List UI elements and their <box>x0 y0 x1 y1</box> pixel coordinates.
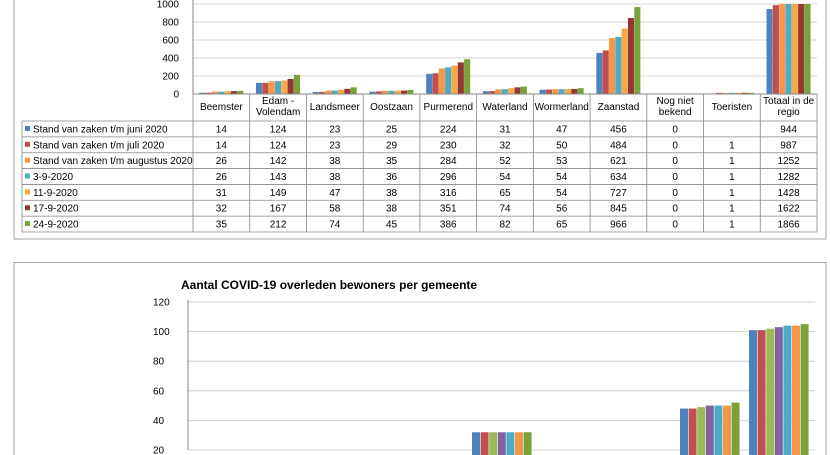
table-cell: 56 <box>556 204 568 215</box>
bar <box>514 87 520 94</box>
y-tick-label: 1000 <box>157 0 180 11</box>
bar <box>723 406 731 455</box>
bar <box>451 66 457 94</box>
category-label <box>256 96 300 118</box>
bar <box>615 37 621 94</box>
category-label: Toeristen <box>712 102 753 113</box>
table-cell: 212 <box>270 220 287 231</box>
bar <box>269 81 275 94</box>
table-cell: 23 <box>329 140 341 151</box>
category-label-line: Volendam <box>256 107 300 118</box>
table-cell: 35 <box>386 156 398 167</box>
bar <box>395 91 401 94</box>
bar <box>472 432 480 455</box>
bar <box>578 88 584 94</box>
legend-key <box>25 189 30 194</box>
table-cell: 25 <box>386 124 398 135</box>
bar <box>792 326 800 455</box>
table-cell: 65 <box>499 188 511 199</box>
row-label: Stand van zaken t/m juli 2020 <box>33 140 165 151</box>
table-cell: 31 <box>216 188 228 199</box>
bar <box>464 59 470 94</box>
table-cell: 987 <box>780 140 797 151</box>
bar <box>426 74 432 94</box>
table-cell: 1622 <box>778 204 801 215</box>
table-cell: 45 <box>386 220 398 231</box>
table-cell: 36 <box>386 172 398 183</box>
y-tick-label: 60 <box>153 386 165 397</box>
table-cell: 0 <box>672 188 678 199</box>
table-cell: 0 <box>672 204 678 215</box>
table-cell: 284 <box>440 156 457 167</box>
bar <box>262 83 268 94</box>
legend-key <box>25 221 30 226</box>
table-cell: 1252 <box>778 156 801 167</box>
table-cell: 74 <box>499 204 511 215</box>
category-label-line: regio <box>778 107 801 118</box>
category-label: Oostzaan <box>370 102 413 113</box>
y-tick-label: 100 <box>153 327 170 338</box>
category-label: Landsmeer <box>310 102 361 113</box>
legend-key <box>25 126 30 131</box>
y-tick-label: 0 <box>173 90 179 101</box>
legend-key <box>25 174 30 179</box>
table-cell: 456 <box>610 124 627 135</box>
table-cell: 65 <box>556 220 568 231</box>
table-cell: 32 <box>216 204 228 215</box>
table-cell: 0 <box>672 220 678 231</box>
table-cell: 29 <box>386 140 398 151</box>
bar <box>546 90 552 95</box>
category-label-line: Nog niet <box>657 96 694 107</box>
bar <box>445 67 451 94</box>
table-cell: 142 <box>270 156 287 167</box>
table-cell: 32 <box>499 140 511 151</box>
bar <box>294 75 300 94</box>
table-cell: 52 <box>499 156 511 167</box>
table-cell: 944 <box>780 124 797 135</box>
table-cell: 38 <box>329 156 341 167</box>
table-cell: 224 <box>440 124 457 135</box>
bar <box>785 4 791 94</box>
bar <box>628 18 634 94</box>
table-cell: 386 <box>440 220 457 231</box>
bar <box>766 329 774 455</box>
table-cell: 230 <box>440 140 457 151</box>
bar <box>801 324 809 455</box>
bar <box>508 88 514 94</box>
bar <box>783 326 791 455</box>
table-cell: 1 <box>729 204 735 215</box>
bar <box>489 432 497 455</box>
y-tick-label: 120 <box>153 298 170 309</box>
table-cell: 14 <box>216 140 228 151</box>
bar <box>332 91 338 94</box>
bar <box>792 4 798 94</box>
bar <box>458 62 464 94</box>
table-cell: 1 <box>729 172 735 183</box>
category-label <box>657 96 694 118</box>
table-cell: 149 <box>270 188 287 199</box>
y-tick-label: 40 <box>153 416 165 427</box>
bar <box>502 89 508 94</box>
y-tick-label: 800 <box>162 18 179 29</box>
bar <box>804 4 810 94</box>
row-label: 17-9-2020 <box>33 204 79 215</box>
bar <box>680 409 688 455</box>
row-label: 11-9-2020 <box>33 188 78 199</box>
table-cell: 1428 <box>778 188 801 199</box>
bar <box>634 7 640 94</box>
table-cell: 1282 <box>778 172 801 183</box>
bar <box>706 406 714 455</box>
bar <box>559 89 565 94</box>
table-cell: 35 <box>216 220 228 231</box>
table-cell: 14 <box>216 124 228 135</box>
bar <box>401 91 407 94</box>
table-cell: 53 <box>556 156 568 167</box>
deaths-chart-panel <box>0 262 830 450</box>
table-cell: 124 <box>270 124 287 135</box>
bar <box>515 432 523 455</box>
bar <box>256 83 262 94</box>
table-cell: 1 <box>729 140 735 151</box>
y-tick-label: 200 <box>162 72 179 83</box>
table-cell: 26 <box>216 156 228 167</box>
bar <box>351 87 357 94</box>
table-cell: 351 <box>440 204 457 215</box>
table-cell: 74 <box>329 220 341 231</box>
bar <box>773 5 779 94</box>
table-cell: 296 <box>440 172 457 183</box>
bar <box>609 38 615 94</box>
table-cell: 58 <box>329 204 341 215</box>
table-cell: 38 <box>329 172 341 183</box>
chart-title: Aantal COVID-19 overleden bewoners per gemeente <box>181 278 477 292</box>
table-cell: 0 <box>672 156 678 167</box>
category-label: Waterland <box>482 102 527 113</box>
y-tick-label: 400 <box>162 54 179 65</box>
table-cell: 38 <box>386 204 398 215</box>
legend-key <box>25 158 30 163</box>
bar <box>481 432 489 455</box>
table-cell: 966 <box>610 220 627 231</box>
bar <box>714 406 722 455</box>
bar <box>732 403 740 455</box>
legend-key <box>25 205 30 210</box>
table-cell: 727 <box>610 188 627 199</box>
table-cell: 0 <box>672 140 678 151</box>
row-label: Stand van zaken t/m juni 2020 <box>33 124 168 135</box>
y-tick-label: 600 <box>162 36 179 47</box>
bar <box>603 50 609 94</box>
bar <box>552 89 558 94</box>
bar <box>779 4 785 94</box>
bar <box>798 4 804 94</box>
category-label-line: bekend <box>659 107 692 118</box>
table-cell: 0 <box>672 172 678 183</box>
bar <box>758 330 766 455</box>
table-cell: 50 <box>556 140 568 151</box>
bar <box>571 89 577 94</box>
bar <box>325 91 331 94</box>
bar <box>439 68 445 94</box>
bar <box>288 79 294 94</box>
bar <box>767 9 773 94</box>
category-label: Wormerland <box>535 102 589 113</box>
bar <box>498 432 506 455</box>
bar <box>275 81 281 94</box>
table-cell: 47 <box>556 124 568 135</box>
bar <box>565 89 571 94</box>
legend-key <box>25 142 30 147</box>
table-cell: 484 <box>610 140 627 151</box>
table-cell: 634 <box>610 172 627 183</box>
bar <box>749 330 757 455</box>
table-cell: 26 <box>216 172 228 183</box>
bar <box>344 89 350 94</box>
deaths-chart <box>0 262 830 450</box>
table-cell: 1 <box>729 188 735 199</box>
table-cell: 0 <box>672 124 678 135</box>
category-label-line: Totaal in de <box>763 96 815 107</box>
bar <box>524 432 532 455</box>
table-cell: 316 <box>440 188 457 199</box>
table-cell: 54 <box>499 172 511 183</box>
table-cell: 621 <box>610 156 627 167</box>
row-label: 3-9-2020 <box>33 172 73 183</box>
bar <box>596 53 602 94</box>
row-label: Stand van zaken t/m augustus 2020 <box>33 156 193 167</box>
y-tick-label: 80 <box>153 357 165 368</box>
table-cell: 845 <box>610 204 627 215</box>
bar <box>506 432 514 455</box>
bar <box>775 327 783 455</box>
table-cell: 143 <box>270 172 287 183</box>
category-label: Beemster <box>200 102 243 113</box>
category-label: Purmerend <box>424 102 473 113</box>
bar <box>622 29 628 94</box>
table-cell: 124 <box>270 140 287 151</box>
category-label-line: Edam - <box>262 96 294 107</box>
y-tick-label: 20 <box>153 446 165 455</box>
bar <box>697 407 705 455</box>
bar <box>521 87 527 94</box>
table-cell: 1 <box>729 220 735 231</box>
table-cell: 1 <box>729 156 735 167</box>
table-cell: 31 <box>499 124 511 135</box>
table-cell: 82 <box>499 220 511 231</box>
bar <box>496 89 502 94</box>
bar <box>281 81 287 94</box>
table-cell: 23 <box>329 124 341 135</box>
category-label: Zaanstad <box>598 102 640 113</box>
table-cell: 54 <box>556 172 568 183</box>
table-cell: 47 <box>329 188 341 199</box>
row-label: 24-9-2020 <box>33 220 79 231</box>
table-cell: 38 <box>386 188 398 199</box>
table-cell: 54 <box>556 188 568 199</box>
bar <box>540 90 546 94</box>
bar <box>407 90 413 94</box>
bar <box>432 73 438 94</box>
table-cell: 1866 <box>778 220 801 231</box>
bar <box>338 90 344 94</box>
bar <box>689 409 697 455</box>
table-cell: 167 <box>270 204 287 215</box>
